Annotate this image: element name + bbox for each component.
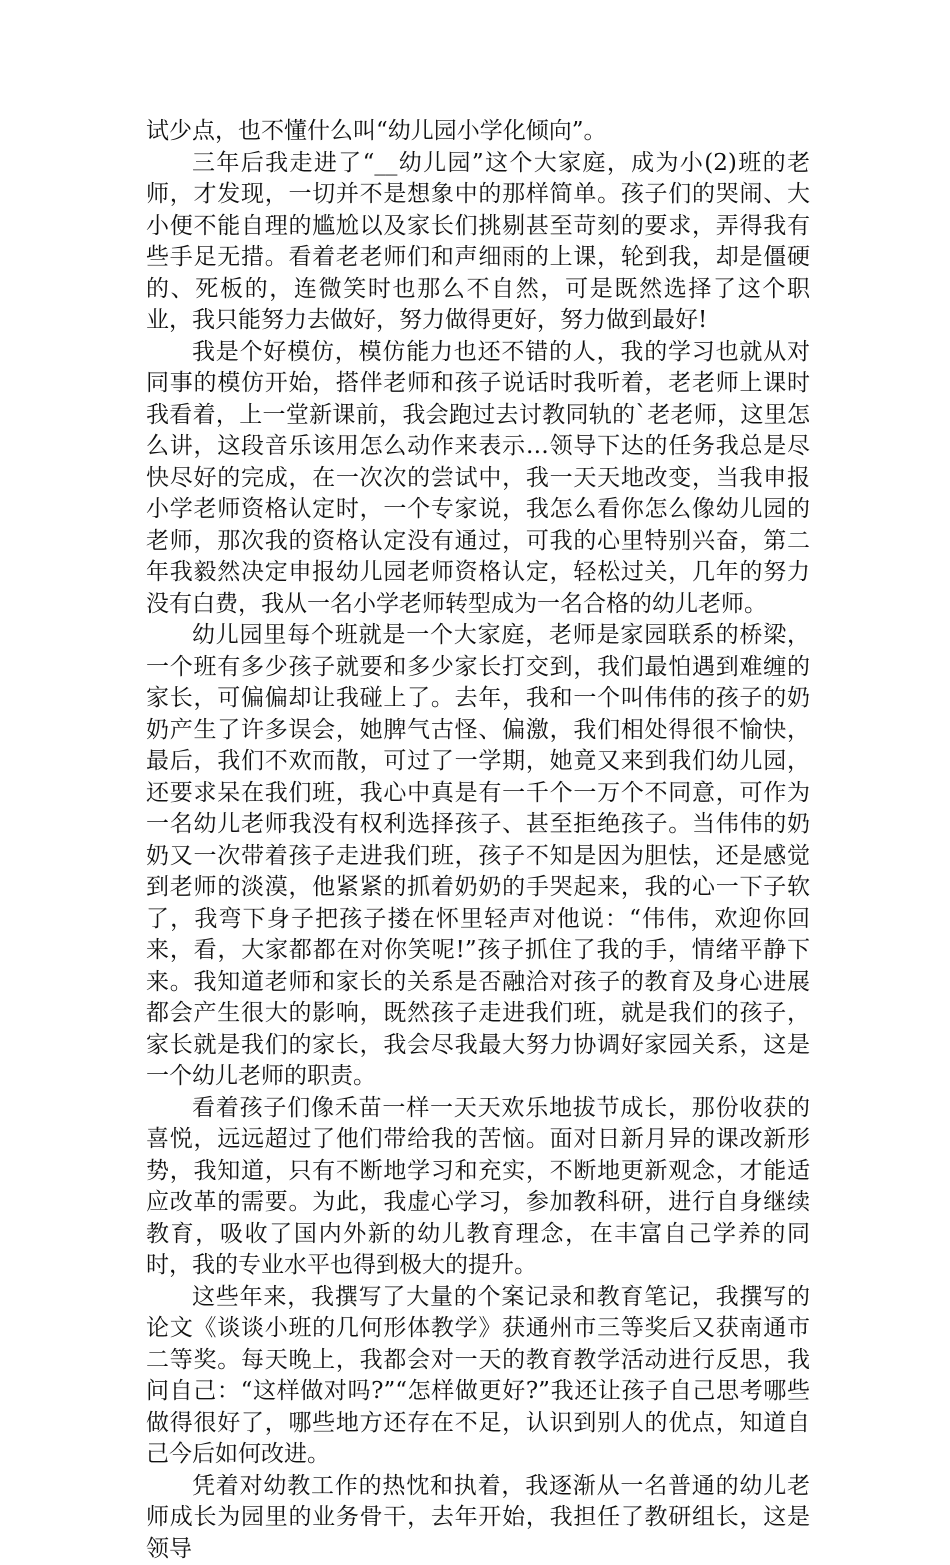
paragraph: 我是个好模仿，模仿能力也还不错的人，我的学习也就从对同事的模仿开始，搭伴老师和孩子说话时我听着，老老师上课时我看着，上一堂新课前，我会跑过去讨教同轨的`老老师，这里怎么讲，这段音乐该用怎么动作来表示…领导下达的任务我总是尽快尽好的完成，在一次次的尝试中，我一天天地改变，当我申报小学老师资格认定时，一个专家说，我怎么看你怎么像幼儿园的老师，那次我的资格认定没有通过，可我的心里特别兴奋，第二年我毅然决定申报幼儿园老师资格认定，轻松过关，几年的努力没有白费，我从一名小学老师转型成为一名合格的幼儿老师。	[146, 337, 810, 621]
paragraph: 试少点，也不懂什么叫“幼儿园小学化倾向”。	[146, 116, 810, 148]
document-body	[146, 116, 810, 1565]
paragraph: 幼儿园里每个班就是一个大家庭，老师是家园联系的桥梁，一个班有多少孩子就要和多少家长打交到，我们最怕遇到难缠的家长，可偏偏却让我碰上了。去年，我和一个叫伟伟的孩子的奶奶产生了许多误会，她脾气古怪、偏激，我们相处得很不愉快，最后，我们不欢而散，可过了一学期，她竟又来到我们幼儿园，还要求呆在我们班，我心中真是有一千个一万个不同意，可作为一名幼儿老师我没有权利选择孩子、甚至拒绝孩子。当伟伟的奶奶又一次带着孩子走进我们班，孩子不知是因为胆怯，还是感觉到老师的淡漠，他紧紧的抓着奶奶的手哭起来，我的心一下子软了，我弯下身子把孩子搂在怀里轻声对他说：“伟伟，欢迎你回来，看，大家都都在对你笑呢!”孩子抓住了我的手，情绪平静下来。我知道老师和家长的关系是否融洽对孩子的教育及身心进展都会产生很大的影响，既然孩子走进我们班，就是我们的孩子，家长就是我们的家长，我会尽我最大努力协调好家园关系，这是一个幼儿老师的职责。	[146, 620, 810, 1093]
paragraph: 凭着对幼教工作的热忱和执着，我逐渐从一名普通的幼儿老师成长为园里的业务骨干，去年开始，我担任了教研组长，这是领导	[146, 1471, 810, 1565]
paragraph: 看着孩子们像禾苗一样一天天欢乐地拔节成长，那份收获的喜悦，远远超过了他们带给我的苦恼。面对日新月异的课改新形势，我知道，只有不断地学习和充实，不断地更新观念，才能适应改革的需要。为此，我虚心学习，参加教科研，进行自身继续教育，吸收了国内外新的幼儿教育理念，在丰富自己学养的同时，我的专业水平也得到极大的提升。	[146, 1093, 810, 1282]
paragraph: 三年后我走进了“__幼儿园”这个大家庭，成为小(2)班的老师，才发现，一切并不是想象中的那样简单。孩子们的哭闹、大小便不能自理的尴尬以及家长们挑剔甚至苛刻的要求，弄得我有些手足无措。看着老老师们和声细雨的上课，轮到我，却是僵硬的、死板的，连微笑时也那么不自然，可是既然选择了这个职业，我只能努力去做好，努力做得更好，努力做到最好!	[146, 148, 810, 337]
paragraph: 这些年来，我撰写了大量的个案记录和教育笔记，我撰写的论文《谈谈小班的几何形体教学》获通州市三等奖后又获南通市二等奖。每天晚上，我都会对一天的教育教学活动进行反思，我问自己：“这样做对吗?”“怎样做更好?”我还让孩子自己思考哪些做得很好了，哪些地方还存在不足，认识到别人的优点，知道自己今后如何改进。	[146, 1282, 810, 1471]
